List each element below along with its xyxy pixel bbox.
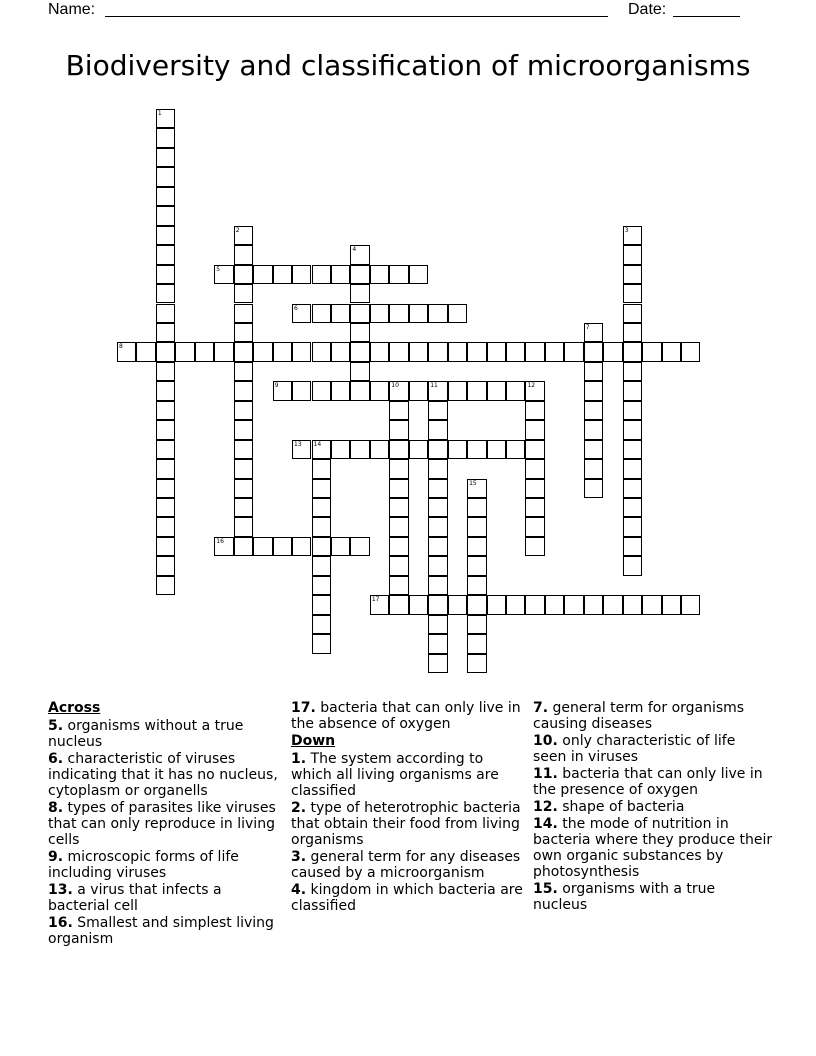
grid-cell[interactable] bbox=[156, 206, 175, 225]
grid-cell[interactable] bbox=[312, 595, 331, 614]
grid-cell[interactable] bbox=[312, 342, 331, 361]
grid-cell[interactable] bbox=[117, 342, 136, 361]
grid-cell[interactable] bbox=[525, 381, 544, 400]
grid-cell[interactable] bbox=[156, 187, 175, 206]
grid-cell[interactable] bbox=[389, 537, 408, 556]
clue-number: 11 bbox=[430, 382, 438, 390]
clue-number-label: 13. bbox=[48, 882, 73, 898]
grid-cell[interactable] bbox=[234, 479, 253, 498]
grid-cell[interactable] bbox=[234, 537, 253, 556]
clue-text: organisms without a true nucleus bbox=[48, 718, 244, 750]
clue-number: 3 bbox=[624, 226, 629, 234]
clue-number: 5 bbox=[216, 265, 221, 273]
grid-cell[interactable] bbox=[312, 517, 331, 536]
grid-cell[interactable] bbox=[525, 420, 544, 439]
clue-text: types of parasites like viruses that can only reproduce in living cells bbox=[48, 800, 276, 848]
grid-cell[interactable] bbox=[487, 381, 506, 400]
grid-cell[interactable] bbox=[389, 498, 408, 517]
grid-cell[interactable] bbox=[234, 420, 253, 439]
grid-cell[interactable] bbox=[234, 440, 253, 459]
clue-number: 16 bbox=[216, 537, 224, 545]
clue-number: 9 bbox=[274, 382, 279, 390]
grid-cell[interactable] bbox=[409, 265, 428, 284]
grid-cell[interactable] bbox=[525, 440, 544, 459]
grid-cell[interactable] bbox=[156, 265, 175, 284]
down-clue bbox=[291, 849, 523, 881]
grid-cell[interactable] bbox=[448, 440, 467, 459]
grid-cell[interactable] bbox=[156, 342, 175, 361]
grid-cell[interactable] bbox=[331, 381, 350, 400]
grid-cell[interactable] bbox=[292, 304, 311, 323]
grid-cell[interactable] bbox=[156, 381, 175, 400]
grid-cell[interactable] bbox=[175, 342, 194, 361]
grid-cell[interactable] bbox=[234, 323, 253, 342]
grid-cell[interactable] bbox=[584, 459, 603, 478]
grid-cell[interactable] bbox=[292, 537, 311, 556]
grid-cell[interactable] bbox=[428, 381, 447, 400]
grid-cell[interactable] bbox=[312, 381, 331, 400]
grid-cell[interactable] bbox=[292, 265, 311, 284]
grid-cell[interactable] bbox=[428, 342, 447, 361]
grid-cell[interactable] bbox=[350, 362, 369, 381]
grid-cell[interactable] bbox=[623, 420, 642, 439]
grid-cell[interactable] bbox=[506, 595, 525, 614]
grid-cell[interactable] bbox=[156, 148, 175, 167]
grid-cell[interactable] bbox=[623, 226, 642, 245]
grid-cell[interactable] bbox=[389, 517, 408, 536]
clue-text: bacteria that can only live in the absence of oxygen bbox=[291, 700, 521, 732]
grid-cell[interactable] bbox=[156, 167, 175, 186]
grid-cell[interactable] bbox=[409, 440, 428, 459]
grid-cell[interactable] bbox=[623, 595, 642, 614]
grid-cell[interactable] bbox=[448, 381, 467, 400]
grid-cell[interactable] bbox=[234, 226, 253, 245]
clue-number-label: 16. bbox=[48, 915, 73, 931]
grid-cell[interactable] bbox=[525, 537, 544, 556]
grid-cell[interactable] bbox=[467, 576, 486, 595]
grid-cell[interactable] bbox=[584, 440, 603, 459]
grid-cell[interactable] bbox=[273, 265, 292, 284]
grid-cell[interactable] bbox=[350, 245, 369, 264]
grid-cell[interactable] bbox=[331, 265, 350, 284]
across-clue bbox=[48, 718, 280, 750]
clue-number-label: 9. bbox=[48, 849, 64, 865]
grid-cell[interactable] bbox=[623, 401, 642, 420]
grid-cell[interactable] bbox=[389, 595, 408, 614]
clue-text: only characteristic of life seen in viruses bbox=[533, 733, 736, 765]
date-label: Date: bbox=[628, 1, 667, 18]
clue-number: 15 bbox=[469, 479, 477, 487]
clue-number-label: 17. bbox=[291, 700, 316, 716]
grid-cell[interactable] bbox=[584, 342, 603, 361]
grid-cell[interactable] bbox=[448, 304, 467, 323]
grid-cell[interactable] bbox=[350, 323, 369, 342]
clue-number-label: 10. bbox=[533, 733, 558, 749]
clue-number: 14 bbox=[313, 440, 322, 448]
down-heading: Down bbox=[291, 733, 336, 749]
grid-cell[interactable] bbox=[525, 595, 544, 614]
clue-number: 13 bbox=[294, 440, 302, 448]
grid-cell[interactable] bbox=[234, 265, 253, 284]
grid-cell[interactable] bbox=[623, 342, 642, 361]
clue-number: 7 bbox=[585, 323, 590, 331]
across-clue bbox=[48, 751, 280, 799]
across-clue bbox=[291, 700, 523, 732]
grid-cell[interactable] bbox=[234, 401, 253, 420]
across-clue bbox=[48, 849, 280, 881]
grid-cell[interactable] bbox=[428, 304, 447, 323]
grid-cell[interactable] bbox=[273, 342, 292, 361]
grid-cell[interactable] bbox=[584, 420, 603, 439]
grid-cell[interactable] bbox=[467, 440, 486, 459]
grid-cell[interactable] bbox=[467, 615, 486, 634]
down-clue bbox=[291, 882, 523, 914]
across-clue bbox=[48, 800, 280, 848]
grid-cell[interactable] bbox=[525, 498, 544, 517]
clue-text: Smallest and simplest living organism bbox=[48, 915, 274, 947]
grid-cell[interactable] bbox=[370, 342, 389, 361]
grid-cell[interactable] bbox=[156, 420, 175, 439]
grid-cell[interactable] bbox=[312, 459, 331, 478]
grid-cell[interactable] bbox=[428, 595, 447, 614]
grid-cell[interactable] bbox=[273, 381, 292, 400]
grid-cell[interactable] bbox=[312, 440, 331, 459]
grid-cell[interactable] bbox=[156, 304, 175, 323]
grid-cell[interactable] bbox=[156, 245, 175, 264]
grid-cell[interactable] bbox=[467, 381, 486, 400]
clue-number-label: 6. bbox=[48, 751, 64, 767]
clue-text: organisms with a true nucleus bbox=[533, 881, 716, 913]
grid-cell[interactable] bbox=[312, 304, 331, 323]
grid-cell[interactable] bbox=[156, 498, 175, 517]
down-clue bbox=[533, 816, 773, 880]
grid-cell[interactable] bbox=[623, 517, 642, 536]
grid-cell[interactable] bbox=[506, 440, 525, 459]
grid-cell[interactable] bbox=[487, 440, 506, 459]
grid-cell[interactable] bbox=[545, 342, 564, 361]
grid-cell[interactable] bbox=[642, 342, 661, 361]
grid-cell[interactable] bbox=[428, 615, 447, 634]
clue-number-label: 8. bbox=[48, 800, 64, 816]
grid-cell[interactable] bbox=[525, 517, 544, 536]
grid-cell[interactable] bbox=[214, 265, 233, 284]
grid-cell[interactable] bbox=[389, 440, 408, 459]
grid-cell[interactable] bbox=[370, 595, 389, 614]
grid-cell[interactable] bbox=[467, 517, 486, 536]
grid-cell[interactable] bbox=[584, 479, 603, 498]
grid-cell[interactable] bbox=[350, 440, 369, 459]
down-clue bbox=[533, 700, 773, 732]
grid-cell[interactable] bbox=[389, 576, 408, 595]
grid-cell[interactable] bbox=[273, 537, 292, 556]
grid-cell[interactable] bbox=[331, 342, 350, 361]
clue-number: 6 bbox=[294, 304, 298, 312]
grid-cell[interactable] bbox=[156, 284, 175, 303]
clue-text: kingdom in which bacteria are classified bbox=[291, 882, 523, 914]
name-label: Name: bbox=[48, 1, 96, 18]
grid-cell[interactable] bbox=[681, 595, 700, 614]
grid-cell[interactable] bbox=[603, 595, 622, 614]
grid-cell[interactable] bbox=[428, 459, 447, 478]
across-clue bbox=[48, 882, 280, 914]
grid-cell[interactable] bbox=[234, 517, 253, 536]
grid-cell[interactable] bbox=[409, 304, 428, 323]
grid-cell[interactable] bbox=[428, 537, 447, 556]
grid-cell[interactable] bbox=[350, 284, 369, 303]
grid-cell[interactable] bbox=[234, 381, 253, 400]
grid-cell[interactable] bbox=[467, 556, 486, 575]
clue-number-label: 14. bbox=[533, 816, 558, 832]
grid-cell[interactable] bbox=[156, 226, 175, 245]
grid-cell[interactable] bbox=[389, 420, 408, 439]
clues-column-1 bbox=[48, 700, 280, 948]
clue-number: 12 bbox=[527, 382, 536, 390]
grid-cell[interactable] bbox=[234, 342, 253, 361]
grid-cell[interactable] bbox=[467, 342, 486, 361]
grid-cell[interactable] bbox=[409, 595, 428, 614]
clue-number: 4 bbox=[352, 246, 357, 254]
page-title: Biodiversity and classification of microorganisms bbox=[65, 49, 751, 82]
grid-cell[interactable] bbox=[428, 479, 447, 498]
grid-cell[interactable] bbox=[370, 304, 389, 323]
grid-cell[interactable] bbox=[603, 342, 622, 361]
grid-cell[interactable] bbox=[156, 401, 175, 420]
clue-number-label: 5. bbox=[48, 718, 64, 734]
grid-cell[interactable] bbox=[467, 498, 486, 517]
clue-number-label: 11. bbox=[533, 766, 558, 782]
grid-cell[interactable] bbox=[623, 304, 642, 323]
grid-cell[interactable] bbox=[467, 634, 486, 653]
grid-cell[interactable] bbox=[370, 381, 389, 400]
grid-cell[interactable] bbox=[312, 498, 331, 517]
grid-cell[interactable] bbox=[312, 576, 331, 595]
grid-cell[interactable] bbox=[234, 362, 253, 381]
clue-number: 10 bbox=[391, 382, 399, 390]
grid-cell[interactable] bbox=[623, 556, 642, 575]
grid-cell[interactable] bbox=[428, 634, 447, 653]
clue-number: 8 bbox=[119, 343, 123, 351]
clue-text: type of heterotrophic bacteria that obtain their food from living organisms bbox=[291, 800, 521, 848]
grid-cell[interactable] bbox=[350, 537, 369, 556]
grid-cell[interactable] bbox=[156, 517, 175, 536]
grid-cell[interactable] bbox=[623, 381, 642, 400]
grid-cell[interactable] bbox=[662, 595, 681, 614]
clue-number-label: 2. bbox=[291, 800, 307, 816]
grid-cell[interactable] bbox=[389, 342, 408, 361]
grid-cell[interactable] bbox=[681, 342, 700, 361]
grid-cell[interactable] bbox=[428, 517, 447, 536]
grid-cell[interactable] bbox=[428, 401, 447, 420]
grid-cell[interactable] bbox=[428, 556, 447, 575]
grid-cell[interactable] bbox=[389, 304, 408, 323]
grid-cell[interactable] bbox=[487, 595, 506, 614]
grid-cell[interactable] bbox=[312, 556, 331, 575]
clue-text: The system according to which all living organisms are classified bbox=[291, 751, 499, 799]
grid-cell[interactable] bbox=[331, 537, 350, 556]
grid-cell[interactable] bbox=[428, 654, 447, 673]
grid-cell[interactable] bbox=[467, 654, 486, 673]
grid-cell[interactable] bbox=[564, 342, 583, 361]
grid-cell[interactable] bbox=[662, 342, 681, 361]
grid-cell[interactable] bbox=[545, 595, 564, 614]
grid-cell[interactable] bbox=[623, 440, 642, 459]
grid-cell[interactable] bbox=[623, 323, 642, 342]
grid-cell[interactable] bbox=[234, 459, 253, 478]
grid-cell[interactable] bbox=[428, 576, 447, 595]
grid-cell[interactable] bbox=[506, 381, 525, 400]
clue-text: microscopic forms of life including viruses bbox=[48, 849, 239, 881]
clue-text: shape of bacteria bbox=[557, 799, 685, 815]
grid-cell[interactable] bbox=[292, 440, 311, 459]
grid-cell[interactable] bbox=[623, 498, 642, 517]
grid-cell[interactable] bbox=[525, 401, 544, 420]
grid-cell[interactable] bbox=[156, 537, 175, 556]
grid-cell[interactable] bbox=[389, 401, 408, 420]
grid-cell[interactable] bbox=[584, 401, 603, 420]
grid-cell[interactable] bbox=[370, 440, 389, 459]
down-clue bbox=[291, 800, 523, 848]
grid-cell[interactable] bbox=[584, 362, 603, 381]
grid-cell[interactable] bbox=[370, 265, 389, 284]
grid-cell[interactable] bbox=[156, 556, 175, 575]
grid-cell[interactable] bbox=[156, 440, 175, 459]
grid-cell[interactable] bbox=[214, 537, 233, 556]
grid-cell[interactable] bbox=[389, 479, 408, 498]
grid-cell[interactable] bbox=[564, 595, 583, 614]
grid-cell[interactable] bbox=[525, 479, 544, 498]
grid-cell[interactable] bbox=[584, 381, 603, 400]
down-clue bbox=[533, 799, 773, 815]
across-clue bbox=[48, 915, 280, 947]
grid-cell[interactable] bbox=[292, 381, 311, 400]
grid-cell[interactable] bbox=[156, 109, 175, 128]
grid-cell[interactable] bbox=[448, 342, 467, 361]
grid-cell[interactable] bbox=[448, 595, 467, 614]
clues-column-3 bbox=[533, 700, 773, 914]
grid-cell[interactable] bbox=[156, 459, 175, 478]
grid-cell[interactable] bbox=[234, 245, 253, 264]
grid-cell[interactable] bbox=[467, 479, 486, 498]
grid-cell[interactable] bbox=[234, 498, 253, 517]
clue-text: general term for organisms causing diseases bbox=[533, 700, 745, 732]
grid-cell[interactable] bbox=[156, 128, 175, 147]
grid-cell[interactable] bbox=[312, 537, 331, 556]
grid-cell[interactable] bbox=[156, 323, 175, 342]
grid-cell[interactable] bbox=[525, 342, 544, 361]
clue-number-label: 1. bbox=[291, 751, 307, 767]
grid-cell[interactable] bbox=[623, 459, 642, 478]
grid-cell[interactable] bbox=[312, 634, 331, 653]
clue-number-label: 15. bbox=[533, 881, 558, 897]
grid-cell[interactable] bbox=[467, 595, 486, 614]
grid-cell[interactable] bbox=[428, 420, 447, 439]
grid-cell[interactable] bbox=[623, 537, 642, 556]
grid-cell[interactable] bbox=[312, 615, 331, 634]
grid-cell[interactable] bbox=[156, 576, 175, 595]
grid-cell[interactable] bbox=[331, 304, 350, 323]
grid-cell[interactable] bbox=[253, 537, 272, 556]
grid-cell[interactable] bbox=[525, 459, 544, 478]
down-clue bbox=[533, 733, 773, 765]
grid-cell[interactable] bbox=[234, 284, 253, 303]
grid-cell[interactable] bbox=[623, 245, 642, 264]
across-heading: Across bbox=[48, 700, 101, 716]
grid-cell[interactable] bbox=[409, 381, 428, 400]
grid-cell[interactable] bbox=[350, 265, 369, 284]
grid-cell[interactable] bbox=[253, 265, 272, 284]
grid-cell[interactable] bbox=[409, 342, 428, 361]
grid-cell[interactable] bbox=[214, 342, 233, 361]
grid-cell[interactable] bbox=[642, 595, 661, 614]
grid-cell[interactable] bbox=[487, 342, 506, 361]
grid-cell[interactable] bbox=[623, 479, 642, 498]
down-clue bbox=[291, 751, 523, 799]
clue-text: characteristic of viruses indicating that it has no nucleus, cytoplasm or organells bbox=[48, 751, 278, 799]
clue-number: 17 bbox=[371, 596, 380, 604]
grid-cell[interactable] bbox=[136, 342, 155, 361]
grid-cell[interactable] bbox=[389, 459, 408, 478]
grid-cell[interactable] bbox=[389, 556, 408, 575]
down-clue bbox=[533, 881, 773, 913]
clue-number-label: 3. bbox=[291, 849, 307, 865]
grid-cell[interactable] bbox=[312, 265, 331, 284]
grid-cell[interactable] bbox=[467, 537, 486, 556]
clue-text: a virus that infects a bacterial cell bbox=[48, 882, 222, 914]
grid-cell[interactable] bbox=[350, 304, 369, 323]
grid-cell[interactable] bbox=[506, 342, 525, 361]
clue-number-label: 4. bbox=[291, 882, 307, 898]
clue-number: 1 bbox=[157, 110, 162, 117]
grid-cell[interactable] bbox=[623, 284, 642, 303]
grid-cell[interactable] bbox=[623, 362, 642, 381]
grid-cell[interactable] bbox=[428, 440, 447, 459]
down-clue bbox=[533, 766, 773, 798]
grid-cell[interactable] bbox=[312, 479, 331, 498]
grid-cell[interactable] bbox=[350, 381, 369, 400]
clue-text: bacteria that can only live in the presence of oxygen bbox=[533, 766, 763, 798]
clue-number-label: 7. bbox=[533, 700, 549, 716]
grid-cell[interactable] bbox=[584, 323, 603, 342]
grid-cell[interactable] bbox=[156, 362, 175, 381]
clue-number: 2 bbox=[235, 226, 240, 234]
grid-cell[interactable] bbox=[428, 498, 447, 517]
grid-cell[interactable] bbox=[253, 342, 272, 361]
grid-cell[interactable] bbox=[331, 440, 350, 459]
clue-text: general term for any diseases caused by a microorganism bbox=[291, 849, 521, 881]
grid-cell[interactable] bbox=[623, 265, 642, 284]
grid-cell[interactable] bbox=[156, 479, 175, 498]
grid-cell[interactable] bbox=[389, 265, 408, 284]
grid-cell[interactable] bbox=[584, 595, 603, 614]
grid-cell[interactable] bbox=[195, 342, 214, 361]
grid-cell[interactable] bbox=[292, 342, 311, 361]
grid-cell[interactable] bbox=[350, 342, 369, 361]
grid-cell[interactable] bbox=[234, 304, 253, 323]
clue-number-label: 12. bbox=[533, 799, 558, 815]
grid-cell[interactable] bbox=[389, 381, 408, 400]
clue-text: the mode of nutrition in bacteria where they produce their own organic substances by photosynthesis bbox=[533, 816, 773, 880]
clues-column-2 bbox=[291, 700, 523, 915]
